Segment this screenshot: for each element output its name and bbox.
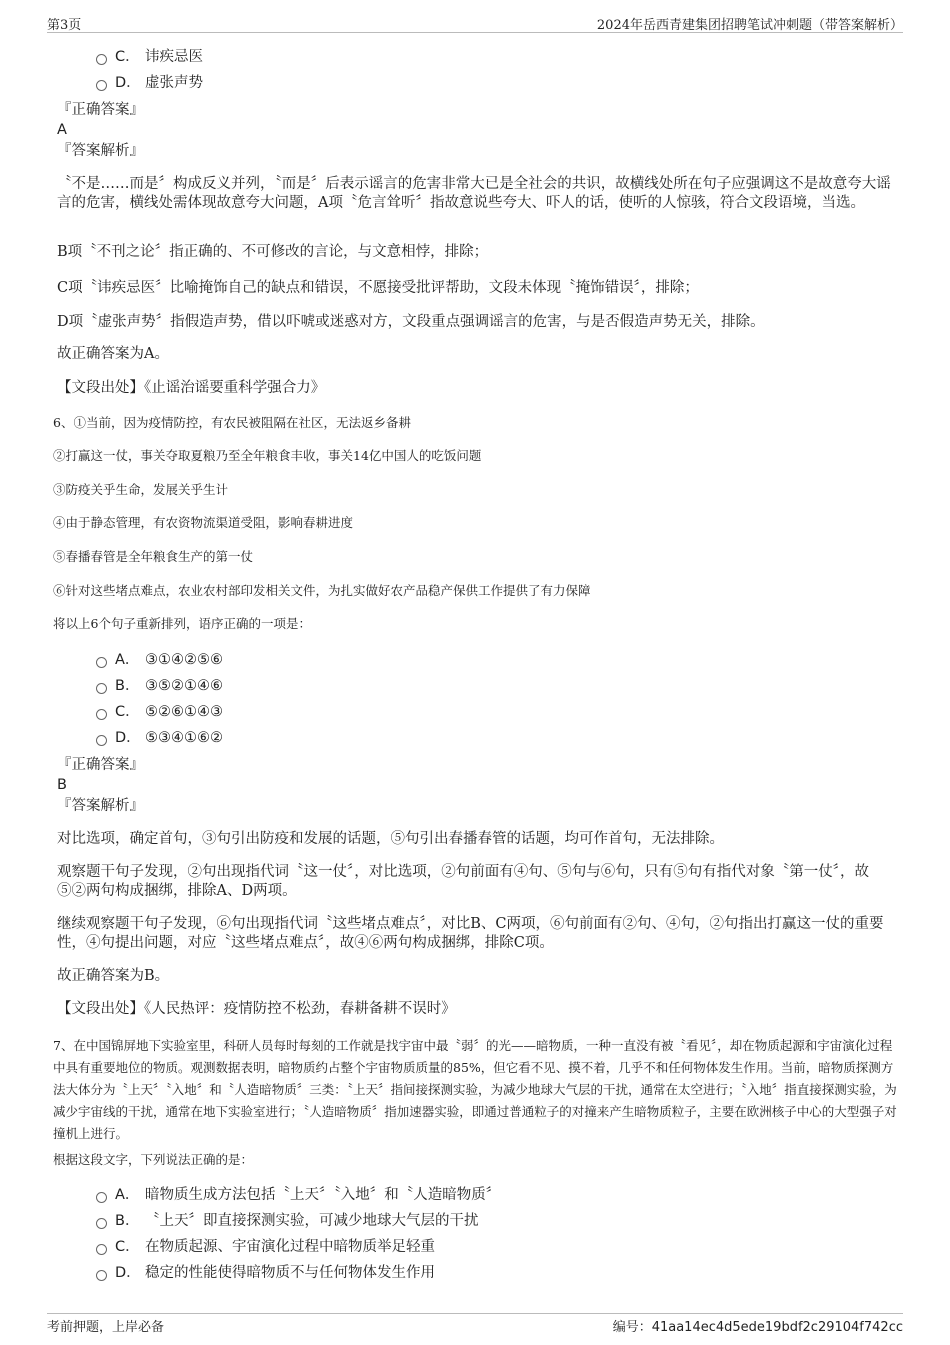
q6-analysis-paragraph: 故正确答案为B。 <box>57 968 170 984</box>
page-number: 第3页 <box>47 18 82 33</box>
q6-sentence: ⑤春播春管是全年粮食生产的第一仗 <box>53 549 254 564</box>
q5-analysis-paragraph: D项〝虚张声势〞指假造声势，借以吓唬或迷惑对方，文段重点强调谣言的危害，与是否假造声势无关，排除。 <box>57 314 765 330</box>
q7-stem: 7、在中国锦屏地下实验室里，科研人员每时每刻的工作就是找宇宙中最〝弱〞的光——暗物质，一种一直没有被〝看见〞，却在物质起源和宇宙演化过程中具有重要地位的物质。观测数据表明，暗物质约占整个宇宙物质质量的85%，但它看不见、摸不着，几乎不和任何物体发生作用。当前，暗物质探测方法大体分为〝上天〞〝入地〞和〝人造暗物质〞三类：〝上天〞指间接探测实验，为减少地球大气层的干扰，通常在太空进行；〝入地〞指直接探测实验，为减少宇宙线的干扰，通常在地下实验室进行；〝人造暗物质〞指加速器实验，即通过普通粒子的对撞来产生暗物质粒子，主要在欧洲核子中心的大型强子对撞机上进行。 <box>53 1038 897 1141</box>
radio-icon[interactable] <box>96 80 107 91</box>
page-footer <box>47 1313 903 1335</box>
q5-analysis-paragraph: 〝不是……而是〞构成反义并列，〝而是〞后表示谣言的危害非常大已是全社会的共识，故横线处所在句子应强调这不是故意夸大谣言的危害，横线处需体现故意夸大问题，A项〝危言耸听〞指故意说些夸大、吓人的话，使听的人惊骇，符合文段语境，当选。 <box>57 176 891 211</box>
q7-prompt: 根据这段文字，下列说法正确的是： <box>53 1152 254 1167</box>
q6-sentence: ③防疫关乎生命，发展关乎生计 <box>53 482 229 497</box>
q5-answer-label: 『正确答案』 <box>57 102 144 118</box>
q6-option-c[interactable]: C． ⑤②⑥①④③ <box>96 702 223 722</box>
q6-analysis-paragraph: 继续观察题干句子发现，⑥句出现指代词〝这些堵点难点〞，对比B、C两项，⑥句前面有②句、④句，②句指出打赢这一仗的重要性，④句提出问题，对应〝这些堵点难点〞，故④⑥两句构成捆绑，排除C项。 <box>57 916 884 951</box>
radio-icon[interactable] <box>96 1270 107 1281</box>
radio-icon[interactable] <box>96 1192 107 1203</box>
q6-sentence: ④由于静态管理，有农资物流渠道受阻，影响春耕进度 <box>53 515 354 530</box>
radio-icon[interactable] <box>96 1244 107 1255</box>
q6-prompt: 将以上6个句子重新排列，语序正确的一项是： <box>53 616 311 631</box>
q6-option-d[interactable]: D． ⑤③④①⑥② <box>96 728 223 748</box>
radio-icon[interactable] <box>96 657 107 668</box>
q6-analysis-paragraph: 观察题干句子发现，②句出现指代词〝这一仗〞，对比选项，②句前面有④句、⑤句与⑥句，只有⑤句有指代对象〝第一仗〞，故⑤②两句构成捆绑，排除A、D两项。 <box>57 864 869 899</box>
q6-option-b[interactable]: B． ③⑤②①④⑥ <box>96 676 223 696</box>
q6-analysis-label: 『答案解析』 <box>57 798 144 814</box>
q6-sentence: ②打赢这一仗，事关夺取夏粮乃至全年粮食丰收，事关14亿中国人的吃饭问题 <box>53 448 482 463</box>
q6-option-a[interactable]: A． ③①④②⑤⑥ <box>96 650 223 670</box>
radio-icon[interactable] <box>96 709 107 720</box>
code-label: 编号： <box>612 1320 652 1335</box>
radio-icon[interactable] <box>96 683 107 694</box>
q6-source: 【文段出处】《人民热评：疫情防控不松劲，春耕备耕不误时》 <box>57 1001 456 1017</box>
radio-icon[interactable] <box>96 1218 107 1229</box>
q7-option-d[interactable]: D． 稳定的性能使得暗物质不与任何物体发生作用 <box>96 1263 435 1283</box>
q5-answer: A <box>57 122 67 138</box>
q6-answer: B <box>57 777 67 793</box>
document-title: 2024年岳西青建集团招聘笔试冲刺题（带答案解析） <box>596 18 903 33</box>
q5-analysis-paragraph: 故正确答案为A。 <box>57 346 169 362</box>
q5-analysis-paragraph: B项〝不刊之论〞指正确的、不可修改的言论，与文意相悖，排除； <box>57 244 489 260</box>
q7-option-b[interactable]: B． 〝上天〞即直接探测实验，可减少地球大气层的干扰 <box>96 1211 479 1231</box>
q5-source: 【文段出处】《止谣治谣要重科学强合力》 <box>57 380 326 396</box>
document-code <box>613 1316 903 1335</box>
code-value: 41aa14ec4d5ede19bdf2c29104f742cc <box>651 1320 903 1335</box>
radio-icon[interactable] <box>96 54 107 65</box>
q6-sentence: 6、①当前，因为疫情防控，有农民被阻隔在社区，无法返乡备耕 <box>53 415 411 430</box>
q7-option-a[interactable]: A． 暗物质生成方法包括〝上天〞〝入地〞和〝人造暗物质〞 <box>96 1185 500 1205</box>
q7-option-c[interactable]: C． 在物质起源、宇宙演化过程中暗物质举足轻重 <box>96 1237 435 1257</box>
footer-slogan: 考前押题，上岸必备 <box>47 1320 165 1335</box>
q6-sentence: ⑥针对这些堵点难点，农业农村部印发相关文件，为扎实做好农产品稳产保供工作提供了有力保障 <box>53 583 591 598</box>
q5-option-c[interactable]: C． 讳疾忌医 <box>96 47 203 67</box>
q6-answer-label: 『正确答案』 <box>57 757 144 773</box>
q5-option-d[interactable]: D． 虚张声势 <box>96 73 203 93</box>
q6-analysis-paragraph: 对比选项，确定首句，③句引出防疫和发展的话题，⑤句引出春播春管的话题，均可作首句，无法排除。 <box>57 831 724 847</box>
q5-analysis-paragraph: C项〝讳疾忌医〞比喻掩饰自己的缺点和错误，不愿接受批评帮助，文段未体现〝掩饰错误〞，排除； <box>57 280 699 296</box>
radio-icon[interactable] <box>96 735 107 746</box>
page-header <box>47 14 903 33</box>
q5-analysis-label: 『答案解析』 <box>57 143 144 159</box>
